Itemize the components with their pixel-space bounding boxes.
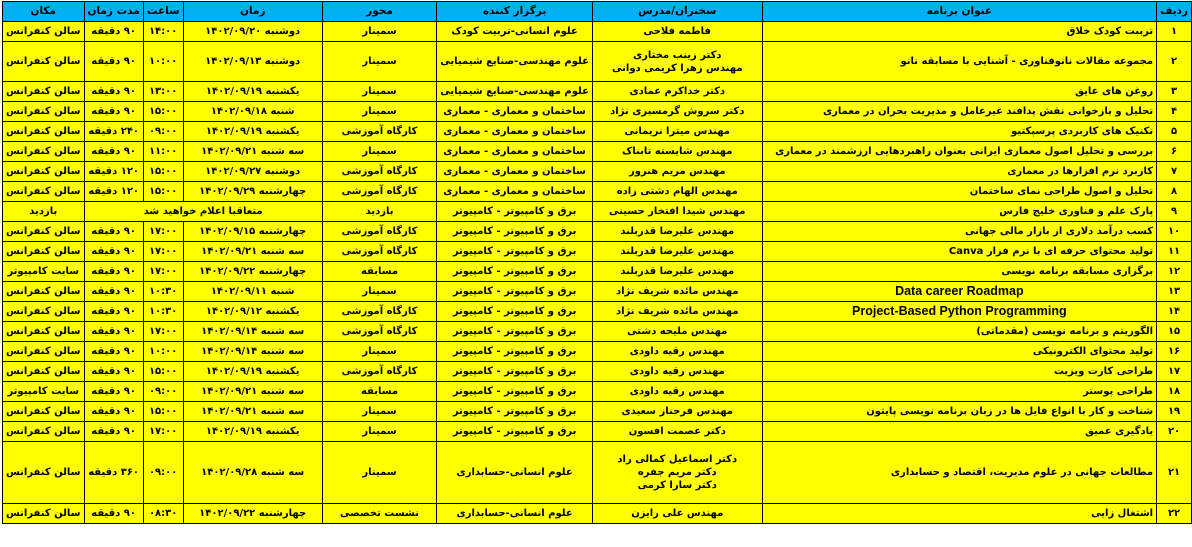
table-row bbox=[3, 302, 1192, 322]
speaker-name: مهندس رقیه داودی bbox=[629, 366, 725, 377]
cell-duration: ۹۰ دقیقه bbox=[84, 422, 143, 442]
cell-row-number: ۲۲ bbox=[1157, 504, 1192, 524]
table-row bbox=[3, 122, 1192, 142]
speaker-name: مهندس علیرضا قدربلند bbox=[620, 246, 735, 257]
cell-organizer: برق و کامپیوتر - کامپیوتر bbox=[437, 242, 593, 262]
table-row bbox=[3, 242, 1192, 262]
header-organizer: برگزار کننده bbox=[437, 2, 593, 22]
cell-date: چهارشنبه ۱۴۰۲/۰۹/۲۲ bbox=[183, 504, 322, 524]
speaker-name: مهندس علیرضا قدربلند bbox=[620, 226, 735, 237]
cell-row-number: ۱۳ bbox=[1157, 282, 1192, 302]
cell-speaker bbox=[592, 242, 762, 262]
speaker-name: دکتر اسماعیل کمالی راد bbox=[617, 454, 738, 465]
header-title: عنوان برنامه bbox=[762, 2, 1157, 22]
cell-organizer: ساختمان و معماری - معماری bbox=[437, 162, 593, 182]
cell-axis: سمینار bbox=[322, 422, 437, 442]
cell-duration: ۹۰ دقیقه bbox=[84, 42, 143, 82]
cell-speaker bbox=[592, 302, 762, 322]
cell-place: سالن کنفرانس bbox=[3, 22, 85, 42]
cell-speaker bbox=[592, 202, 762, 222]
header-duration: مدت زمان bbox=[84, 2, 143, 22]
cell-axis: سمینار bbox=[322, 102, 437, 122]
speaker-name: مهندس رقیه داودی bbox=[629, 386, 725, 397]
cell-row-number: ۱۷ bbox=[1157, 362, 1192, 382]
table-row bbox=[3, 282, 1192, 302]
cell-axis: کارگاه آموزشی bbox=[322, 322, 437, 342]
cell-date: یکشنبه ۱۴۰۲/۰۹/۱۹ bbox=[183, 422, 322, 442]
speaker-name: مهندس ملیحه دشتی bbox=[627, 326, 728, 337]
cell-row-number: ۲۰ bbox=[1157, 422, 1192, 442]
cell-date: دوشنبه ۱۴۰۲/۰۹/۱۳ bbox=[183, 42, 322, 82]
cell-place: سالن کنفرانس bbox=[3, 162, 85, 182]
cell-date: شنبه ۱۴۰۲/۰۹/۱۱ bbox=[183, 282, 322, 302]
table-row bbox=[3, 182, 1192, 202]
cell-speaker bbox=[592, 82, 762, 102]
cell-title: تحلیل و اصول طراحی نمای ساختمان bbox=[762, 182, 1157, 202]
cell-time: ۱۳:۰۰ bbox=[143, 82, 183, 102]
cell-duration: ۹۰ دقیقه bbox=[84, 322, 143, 342]
cell-row-number: ۵ bbox=[1157, 122, 1192, 142]
cell-duration: ۹۰ دقیقه bbox=[84, 282, 143, 302]
cell-place: سالن کنفرانس bbox=[3, 182, 85, 202]
cell-duration: ۹۰ دقیقه bbox=[84, 82, 143, 102]
cell-axis: سمینار bbox=[322, 342, 437, 362]
table-row bbox=[3, 322, 1192, 342]
cell-time: ۱۵:۰۰ bbox=[143, 162, 183, 182]
cell-title: یادگیری عمیق bbox=[762, 422, 1157, 442]
cell-place: سالن کنفرانس bbox=[3, 322, 85, 342]
cell-speaker bbox=[592, 142, 762, 162]
speaker-name: دکتر مریم جفره bbox=[637, 467, 717, 478]
cell-time: ۱۱:۰۰ bbox=[143, 142, 183, 162]
cell-time: ۱۷:۰۰ bbox=[143, 422, 183, 442]
cell-duration: ۹۰ دقیقه bbox=[84, 142, 143, 162]
table-row bbox=[3, 222, 1192, 242]
table-row bbox=[3, 102, 1192, 122]
cell-speaker bbox=[592, 182, 762, 202]
cell-speaker bbox=[592, 402, 762, 422]
speaker-name: مهندس فرحناز سعیدی bbox=[621, 406, 733, 417]
cell-time: ۱۵:۰۰ bbox=[143, 182, 183, 202]
cell-organizer: برق و کامپیوتر - کامپیوتر bbox=[437, 262, 593, 282]
table-row bbox=[3, 382, 1192, 402]
cell-time: ۰۹:۰۰ bbox=[143, 442, 183, 504]
cell-organizer: برق و کامپیوتر - کامپیوتر bbox=[437, 382, 593, 402]
cell-title: تولید محتوای حرفه ای با نرم فزار Canva bbox=[762, 242, 1157, 262]
table-row bbox=[3, 262, 1192, 282]
cell-place: سالن کنفرانس bbox=[3, 302, 85, 322]
cell-row-number: ۴ bbox=[1157, 102, 1192, 122]
cell-axis: کارگاه آموزشی bbox=[322, 242, 437, 262]
speaker-name: مهندس زهرا کریمی دوانی bbox=[612, 62, 743, 74]
cell-axis: کارگاه آموزشی bbox=[322, 222, 437, 242]
header-row-number: ردیف bbox=[1157, 2, 1192, 22]
cell-axis: کارگاه آموزشی bbox=[322, 362, 437, 382]
cell-place: سالن کنفرانس bbox=[3, 102, 85, 122]
speaker-name: مهندس میترا نریمانی bbox=[624, 126, 730, 137]
cell-axis: سمینار bbox=[322, 442, 437, 504]
cell-axis: کارگاه آموزشی bbox=[322, 302, 437, 322]
cell-organizer: ساختمان و معماری - معماری bbox=[437, 122, 593, 142]
cell-duration: ۹۰ دقیقه bbox=[84, 382, 143, 402]
cell-row-number: ۱۵ bbox=[1157, 322, 1192, 342]
cell-duration: ۹۰ دقیقه bbox=[84, 262, 143, 282]
cell-speaker bbox=[592, 262, 762, 282]
cell-place: سالن کنفرانس bbox=[3, 402, 85, 422]
cell-title: طراحی پوستر bbox=[762, 382, 1157, 402]
cell-organizer: ساختمان و معماری - معماری bbox=[437, 142, 593, 162]
speaker-name: مهندس رقیه داودی bbox=[629, 346, 725, 357]
cell-title: طراحی کارت ویزیت bbox=[762, 362, 1157, 382]
cell-title: کاربرد نرم افزارها در معماری bbox=[762, 162, 1157, 182]
cell-title: شناخت و کار با انواع فایل ها در زبان برنامه نویسی پایتون bbox=[762, 402, 1157, 422]
speaker-name: دکتر خداکرم عمادی bbox=[629, 86, 726, 97]
cell-row-number: ۳ bbox=[1157, 82, 1192, 102]
speaker-name: مهندس مائده شریف نژاد bbox=[616, 306, 739, 317]
cell-axis: مسابقه bbox=[322, 382, 437, 402]
cell-axis: کارگاه آموزشی bbox=[322, 122, 437, 142]
table-body bbox=[3, 22, 1192, 524]
cell-speaker bbox=[592, 342, 762, 362]
cell-place: سایت کامپیوتر bbox=[3, 382, 85, 402]
cell-speaker bbox=[592, 382, 762, 402]
cell-organizer: برق و کامپیوتر - کامپیوتر bbox=[437, 302, 593, 322]
cell-organizer: علوم انسانی-تربیت کودک bbox=[437, 22, 593, 42]
speaker-name: مهندس مریم هنرور bbox=[628, 166, 726, 177]
cell-time: ۱۷:۰۰ bbox=[143, 242, 183, 262]
cell-organizer: ساختمان و معماری - معماری bbox=[437, 102, 593, 122]
table-row bbox=[3, 162, 1192, 182]
cell-date: دوشنبه ۱۴۰۲/۰۹/۲۷ bbox=[183, 162, 322, 182]
table-row bbox=[3, 142, 1192, 162]
table-row bbox=[3, 504, 1192, 524]
cell-title: تحلیل و بازخوانی نقش پدافند غیرعامل و مدیریت بحران در معماری bbox=[762, 102, 1157, 122]
cell-time: ۱۷:۰۰ bbox=[143, 222, 183, 242]
schedule-sheet bbox=[2, 1, 1192, 524]
cell-speaker bbox=[592, 162, 762, 182]
cell-time: ۱۰:۰۰ bbox=[143, 342, 183, 362]
cell-date: یکشنبه ۱۴۰۲/۰۹/۱۲ bbox=[183, 302, 322, 322]
cell-duration: ۱۲۰ دقیقه bbox=[84, 182, 143, 202]
cell-axis: سمینار bbox=[322, 282, 437, 302]
cell-duration: ۹۰ دقیقه bbox=[84, 102, 143, 122]
cell-axis: سمینار bbox=[322, 42, 437, 82]
cell-place: سالن کنفرانس bbox=[3, 442, 85, 504]
cell-date: سه شنبه ۱۴۰۲/۰۹/۱۴ bbox=[183, 342, 322, 362]
table-row bbox=[3, 342, 1192, 362]
table-row bbox=[3, 442, 1192, 504]
cell-time: ۰۸:۳۰ bbox=[143, 504, 183, 524]
cell-place: سالن کنفرانس bbox=[3, 362, 85, 382]
cell-speaker bbox=[592, 42, 762, 82]
cell-axis: سمینار bbox=[322, 142, 437, 162]
cell-duration: ۹۰ دقیقه bbox=[84, 222, 143, 242]
cell-place: سالن کنفرانس bbox=[3, 122, 85, 142]
cell-organizer: برق و کامپیوتر - کامپیوتر bbox=[437, 222, 593, 242]
cell-row-number: ۸ bbox=[1157, 182, 1192, 202]
cell-date: سه شنبه ۱۴۰۲/۰۹/۲۸ bbox=[183, 442, 322, 504]
speaker-name: دکتر عصمت افسون bbox=[628, 426, 726, 437]
speaker-name: دکتر سارا کرمی bbox=[637, 480, 717, 491]
cell-date: یکشنبه ۱۴۰۲/۰۹/۱۹ bbox=[183, 82, 322, 102]
cell-title: Project-Based Python Programming bbox=[762, 302, 1157, 322]
speaker-name: مهندس شیدا افتخار حسینی bbox=[609, 206, 746, 217]
cell-organizer: برق و کامپیوتر - کامپیوتر bbox=[437, 362, 593, 382]
speaker-name: دکتر سروش گرمسیری نژاد bbox=[610, 106, 745, 117]
header-date: زمان bbox=[183, 2, 322, 22]
cell-speaker bbox=[592, 362, 762, 382]
cell-time: ۱۷:۰۰ bbox=[143, 262, 183, 282]
cell-axis: سمینار bbox=[322, 22, 437, 42]
cell-row-number: ۶ bbox=[1157, 142, 1192, 162]
cell-speaker bbox=[592, 322, 762, 342]
cell-row-number: ۲ bbox=[1157, 42, 1192, 82]
cell-organizer: برق و کامپیوتر - کامپیوتر bbox=[437, 402, 593, 422]
cell-place: سالن کنفرانس bbox=[3, 504, 85, 524]
cell-place: سالن کنفرانس bbox=[3, 422, 85, 442]
cell-speaker bbox=[592, 504, 762, 524]
cell-row-number: ۲۱ bbox=[1157, 442, 1192, 504]
cell-speaker bbox=[592, 22, 762, 42]
cell-date: سه شنبه ۱۴۰۲/۰۹/۱۴ bbox=[183, 322, 322, 342]
cell-speaker bbox=[592, 102, 762, 122]
cell-time: ۱۴:۰۰ bbox=[143, 22, 183, 42]
cell-axis: نشست تخصصی bbox=[322, 504, 437, 524]
cell-row-number: ۱۴ bbox=[1157, 302, 1192, 322]
cell-date: سه شنبه ۱۴۰۲/۰۹/۲۱ bbox=[183, 382, 322, 402]
table-row bbox=[3, 402, 1192, 422]
program-table bbox=[2, 1, 1192, 524]
cell-place: سایت کامپیوتر bbox=[3, 262, 85, 282]
table-row bbox=[3, 82, 1192, 102]
cell-duration: ۳۶۰ دقیقه bbox=[84, 442, 143, 504]
cell-title: روغن های عایق bbox=[762, 82, 1157, 102]
cell-axis: بازدید bbox=[322, 202, 437, 222]
cell-date: چهارشنبه ۱۴۰۲/۰۹/۲۲ bbox=[183, 262, 322, 282]
cell-organizer: برق و کامپیوتر - کامپیوتر bbox=[437, 322, 593, 342]
cell-organizer: برق و کامپیوتر - کامپیوتر bbox=[437, 342, 593, 362]
cell-axis: مسابقه bbox=[322, 262, 437, 282]
cell-duration: ۱۲۰ دقیقه bbox=[84, 162, 143, 182]
speaker-name: مهندس علیرضا قدربلند bbox=[620, 266, 735, 277]
cell-time: ۱۰:۳۰ bbox=[143, 302, 183, 322]
cell-speaker bbox=[592, 122, 762, 142]
header-time: ساعت bbox=[143, 2, 183, 22]
speaker-name: مهندس مائده شریف نژاد bbox=[616, 286, 739, 297]
cell-title: برگزاری مسابقه برنامه نویسی bbox=[762, 262, 1157, 282]
cell-duration: ۹۰ دقیقه bbox=[84, 342, 143, 362]
cell-announcement: متعاقبا اعلام خواهید شد bbox=[84, 202, 322, 222]
cell-time: ۱۵:۰۰ bbox=[143, 402, 183, 422]
cell-title: اشتغال زایی bbox=[762, 504, 1157, 524]
cell-duration: ۹۰ دقیقه bbox=[84, 504, 143, 524]
cell-date: سه شنبه ۱۴۰۲/۰۹/۲۱ bbox=[183, 402, 322, 422]
cell-duration: ۲۴۰ دقیقه bbox=[84, 122, 143, 142]
cell-row-number: ۱۱ bbox=[1157, 242, 1192, 262]
cell-axis: کارگاه آموزشی bbox=[322, 162, 437, 182]
cell-title: کسب درآمد دلاری از بازار مالی جهانی bbox=[762, 222, 1157, 242]
cell-place: سالن کنفرانس bbox=[3, 282, 85, 302]
cell-organizer: برق و کامپیوتر - کامپیوتر bbox=[437, 202, 593, 222]
cell-date: سه شنبه ۱۴۰۲/۰۹/۲۱ bbox=[183, 142, 322, 162]
cell-axis: سمینار bbox=[322, 402, 437, 422]
cell-time: ۱۷:۰۰ bbox=[143, 322, 183, 342]
header-row bbox=[3, 2, 1192, 22]
cell-organizer: علوم انسانی-حسابداری bbox=[437, 504, 593, 524]
header-axis: محور bbox=[322, 2, 437, 22]
table-row bbox=[3, 22, 1192, 42]
cell-place: سالن کنفرانس bbox=[3, 142, 85, 162]
cell-row-number: ۱۸ bbox=[1157, 382, 1192, 402]
cell-place: سالن کنفرانس bbox=[3, 82, 85, 102]
cell-speaker bbox=[592, 222, 762, 242]
cell-place: بازدید bbox=[3, 202, 85, 222]
cell-place: سالن کنفرانس bbox=[3, 242, 85, 262]
cell-organizer: برق و کامپیوتر - کامپیوتر bbox=[437, 422, 593, 442]
header-speaker: سخنران/مدرس bbox=[592, 2, 762, 22]
cell-organizer: علوم مهندسی-صنایع شیمیایی bbox=[437, 42, 593, 82]
cell-speaker bbox=[592, 422, 762, 442]
cell-time: ۱۰:۳۰ bbox=[143, 282, 183, 302]
cell-duration: ۹۰ دقیقه bbox=[84, 362, 143, 382]
header-place: مکان bbox=[3, 2, 85, 22]
speaker-name: مهندس شایسته تابناک bbox=[622, 146, 733, 157]
cell-duration: ۹۰ دقیقه bbox=[84, 22, 143, 42]
cell-time: ۰۹:۰۰ bbox=[143, 122, 183, 142]
cell-time: ۰۹:۰۰ bbox=[143, 382, 183, 402]
speaker-name: فاطمه فلاحی bbox=[643, 26, 711, 37]
cell-place: سالن کنفرانس bbox=[3, 342, 85, 362]
cell-date: چهارشنبه ۱۴۰۲/۰۹/۲۹ bbox=[183, 182, 322, 202]
table-row bbox=[3, 42, 1192, 82]
cell-organizer: برق و کامپیوتر - کامپیوتر bbox=[437, 282, 593, 302]
speaker-name: مهندس علی رایزن bbox=[631, 508, 724, 519]
cell-title: مجموعه مقالات نانوفناوری - آشنایی با مسابقه نانو bbox=[762, 42, 1157, 82]
table-row bbox=[3, 202, 1192, 222]
cell-speaker bbox=[592, 282, 762, 302]
cell-row-number: ۷ bbox=[1157, 162, 1192, 182]
cell-row-number: ۱۰ bbox=[1157, 222, 1192, 242]
cell-title: تکنیک های کاربردی پرسپکتیو bbox=[762, 122, 1157, 142]
cell-organizer: علوم مهندسی-صنایع شیمیایی bbox=[437, 82, 593, 102]
cell-row-number: ۱ bbox=[1157, 22, 1192, 42]
cell-time: ۱۵:۰۰ bbox=[143, 102, 183, 122]
cell-axis: سمینار bbox=[322, 82, 437, 102]
table-row bbox=[3, 362, 1192, 382]
cell-duration: ۹۰ دقیقه bbox=[84, 402, 143, 422]
cell-date: یکشنبه ۱۴۰۲/۰۹/۱۹ bbox=[183, 362, 322, 382]
cell-place: سالن کنفرانس bbox=[3, 222, 85, 242]
cell-date: شنبه ۱۴۰۲/۰۹/۱۸ bbox=[183, 102, 322, 122]
cell-date: دوشنبه ۱۴۰۲/۰۹/۲۰ bbox=[183, 22, 322, 42]
cell-title: ترببت کودک خلاق bbox=[762, 22, 1157, 42]
cell-place: سالن کنفرانس bbox=[3, 42, 85, 82]
cell-row-number: ۱۲ bbox=[1157, 262, 1192, 282]
cell-organizer: علوم انسانی-حسابداری bbox=[437, 442, 593, 504]
cell-time: ۱۵:۰۰ bbox=[143, 362, 183, 382]
cell-axis: کارگاه آموزشی bbox=[322, 182, 437, 202]
cell-time: ۱۰:۰۰ bbox=[143, 42, 183, 82]
table-row bbox=[3, 422, 1192, 442]
cell-speaker bbox=[592, 442, 762, 504]
cell-title: بررسی و تحلیل اصول معماری ایرانی بعنوان راهبردهایی ارزشمند در معماری bbox=[762, 142, 1157, 162]
cell-title: تولید محتوای الکترونیکی bbox=[762, 342, 1157, 362]
cell-title: الگوریتم و برنامه نویسی (مقدماتی) bbox=[762, 322, 1157, 342]
cell-title: پارک علم و فناوری خلیج فارس bbox=[762, 202, 1157, 222]
cell-row-number: ۹ bbox=[1157, 202, 1192, 222]
speaker-name: مهندس الهام دشتی زاده bbox=[616, 186, 738, 197]
cell-duration: ۹۰ دقیقه bbox=[84, 242, 143, 262]
cell-duration: ۹۰ دقیقه bbox=[84, 302, 143, 322]
cell-row-number: ۱۶ bbox=[1157, 342, 1192, 362]
cell-date: چهارشنبه ۱۴۰۲/۰۹/۱۵ bbox=[183, 222, 322, 242]
cell-date: سه شنبه ۱۴۰۲/۰۹/۲۱ bbox=[183, 242, 322, 262]
cell-organizer: ساختمان و معماری - معماری bbox=[437, 182, 593, 202]
speaker-name: دکتر زینب مختاری bbox=[632, 49, 722, 61]
cell-row-number: ۱۹ bbox=[1157, 402, 1192, 422]
cell-title: Data career Roadmap bbox=[762, 282, 1157, 302]
cell-date: یکشنبه ۱۴۰۲/۰۹/۱۹ bbox=[183, 122, 322, 142]
cell-title: مطالعات جهانی در علوم مدیریت، اقتصاد و حسابداری bbox=[762, 442, 1157, 504]
